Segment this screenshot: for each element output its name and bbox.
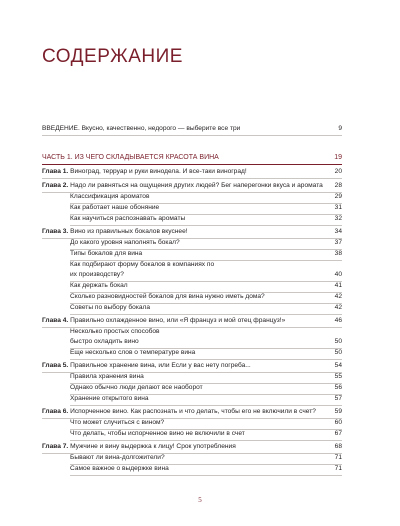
toc-chapter-text: [42, 361, 251, 371]
divider: [70, 383, 342, 384]
toc-sub-entry[interactable]: [42, 464, 342, 474]
toc-entry-page: 42: [334, 293, 342, 300]
toc-chapter-4[interactable]: [42, 316, 342, 326]
toc-chapter-7[interactable]: [42, 442, 342, 452]
toc-chapter-3[interactable]: [42, 227, 342, 237]
toc-chapter-text: [42, 316, 285, 326]
toc-entry-page: 20: [334, 168, 342, 175]
toc-sub-entry[interactable]: [42, 260, 342, 280]
divider: [70, 429, 342, 430]
toc-sub-entry[interactable]: [42, 192, 342, 202]
toc-entry-page: 37: [334, 239, 342, 246]
page-number: 5: [198, 496, 202, 504]
toc-chapter-label: Глава 4.: [42, 317, 69, 324]
divider: [70, 464, 342, 465]
divider: [42, 192, 342, 193]
toc-sub-entry[interactable]: [42, 348, 342, 358]
toc-sub-text: Как работает наше обоняние: [70, 204, 160, 211]
divider: [42, 372, 342, 373]
toc-entry-page: 68: [334, 443, 342, 450]
divider: [42, 238, 342, 239]
divider: [42, 418, 342, 419]
divider: [42, 327, 342, 328]
toc-sub-entry[interactable]: [42, 303, 342, 313]
toc-sub-entry[interactable]: [42, 292, 342, 302]
toc-entry-page: 41: [334, 282, 342, 289]
divider: [70, 260, 342, 261]
toc-sub-entry[interactable]: [42, 203, 342, 213]
toc-entry-page: 71: [334, 465, 342, 472]
divider: [70, 314, 342, 315]
toc-chapter-title: Виноград, терруар и руки винодела. И все-таки виноград!: [70, 168, 247, 175]
toc-sub-text: Несколько простых способов быстро охладить вино: [70, 328, 160, 345]
toc-entry-page: 50: [334, 338, 342, 345]
toc-entry-page: 38: [334, 250, 342, 257]
toc-sub-text: Еще несколько слов о температуре вина: [70, 349, 196, 356]
toc-chapter-label: Глава 6.: [42, 408, 69, 415]
toc-sub-text: Что может случиться с вином?: [70, 419, 165, 426]
divider: [70, 281, 342, 282]
page-title: СОДЕРЖАНИЕ: [42, 46, 183, 67]
divider: [70, 292, 342, 293]
toc-sub-text: Правила хранения вина: [70, 373, 144, 380]
toc-sub-entry[interactable]: [42, 372, 342, 382]
toc-sub-entry[interactable]: [42, 394, 342, 404]
toc-entry-page: 32: [334, 215, 342, 222]
toc-sub-text: Как научиться распознавать ароматы: [70, 215, 186, 222]
toc-chapter-5[interactable]: [42, 361, 342, 371]
toc-entry-text: ВВЕДЕНИЕ. Вкусно, качественно, недорого — выберите все три: [42, 125, 241, 132]
toc-entry-page: 71: [334, 454, 342, 461]
toc-entry-page: 46: [334, 317, 342, 324]
toc-sub-text: Как держать бокал: [70, 282, 128, 289]
toc-sub-entry[interactable]: [42, 249, 342, 259]
toc-sub-text: До какого уровня наполнять бокал?: [70, 239, 180, 246]
toc-chapter-text: [42, 442, 236, 452]
toc-sub-text: Однако обычно люди делают все наоборот: [70, 384, 203, 391]
divider: [42, 135, 342, 136]
toc-chapter-title: Вино из правильных бокалов вкуснее!: [70, 228, 188, 235]
toc-entry-page: 60: [334, 419, 342, 426]
divider: [70, 475, 342, 476]
toc-chapter-text: [42, 167, 247, 177]
toc-sub-entry[interactable]: [42, 429, 342, 439]
toc-chapter-title: Надо ли равняться на ощущения других людей? Бег наперегонки вкуса и аромата: [70, 182, 323, 189]
toc-entry-page: 56: [334, 384, 342, 391]
divider: [70, 394, 342, 395]
toc-entry-page: 34: [334, 228, 342, 235]
toc-part-text: ЧАСТЬ 1. ИЗ ЧЕГО СКЛАДЫВАЕТСЯ КРАСОТА ВИНА: [42, 154, 219, 161]
toc-sub-text: Классификация ароматов: [70, 193, 150, 200]
divider: [70, 440, 342, 441]
toc-chapter-title: Мужчине и вину выдержка к лицу! Срок употребления: [70, 443, 236, 450]
divider: [70, 405, 342, 406]
toc-entry-page: 57: [334, 395, 342, 402]
toc-sub-text: Сколько разновидностей бокалов для вина нужно иметь дома?: [70, 293, 265, 300]
toc-entry-page: 29: [334, 193, 342, 200]
toc-chapter-text: [42, 407, 316, 417]
toc-entry-page: 40: [334, 271, 342, 278]
divider: [42, 178, 342, 179]
toc-chapter-2[interactable]: [42, 181, 342, 191]
toc-chapter-text: [42, 181, 323, 191]
toc-entry-page: 9: [338, 125, 342, 132]
toc-chapter-title: Правильно охлажденное вино, или «Я француз и мой отец француз!»: [70, 317, 286, 324]
toc-chapter-text: [42, 227, 188, 237]
toc-part-page: 19: [334, 154, 342, 161]
part-divider: [42, 164, 342, 165]
toc-sub-text: Типы бокалов для вина: [70, 250, 143, 257]
toc-chapter-title: Правильное хранение вина, или Если у вас нету погреба...: [70, 362, 251, 369]
toc-sub-entry[interactable]: [42, 453, 342, 463]
toc-entry-page: 67: [334, 430, 342, 437]
toc-chapter-title: Испорченное вино. Как распознать и что делать, чтобы его не включили в счет?: [70, 408, 316, 415]
toc-sub-entry[interactable]: [42, 238, 342, 248]
toc-chapter-label: Глава 2.: [42, 182, 69, 189]
toc-entry-page: 28: [334, 182, 342, 189]
toc-sub-entry[interactable]: [42, 214, 342, 224]
toc-entry-page: 50: [334, 349, 342, 356]
divider: [70, 225, 342, 226]
toc-sub-entry[interactable]: [42, 383, 342, 393]
toc-entry-page: 42: [334, 304, 342, 311]
toc-part[interactable]: [42, 153, 342, 163]
toc-entry-page: 54: [334, 362, 342, 369]
toc-entry-page: 31: [334, 204, 342, 211]
divider: [70, 303, 342, 304]
divider: [70, 348, 342, 349]
divider: [70, 249, 342, 250]
toc-chapter-1[interactable]: [42, 167, 342, 177]
toc-chapter-label: Глава 3.: [42, 228, 69, 235]
divider: [70, 359, 342, 360]
toc-sub-entry[interactable]: [42, 281, 342, 291]
divider: [70, 203, 342, 204]
toc-chapter-label: Глава 1.: [42, 168, 69, 175]
toc-sub-text: Советы по выбору бокала: [70, 304, 151, 311]
toc-chapter-label: Глава 7.: [42, 443, 69, 450]
toc-chapter-label: Глава 5.: [42, 362, 69, 369]
toc-sub-text: Как подбирают форму бокалов в компаниях по их производству?: [70, 261, 215, 278]
divider: [70, 214, 342, 215]
toc-chapter-6[interactable]: [42, 407, 342, 417]
toc-entry-page: 55: [334, 373, 342, 380]
divider: [42, 453, 342, 454]
toc-sub-text: Самое важное о выдержке вина: [70, 465, 169, 472]
toc-entry-intro[interactable]: [42, 124, 342, 134]
toc-sub-text: Что делать, чтобы испорченное вино не включили в счет: [70, 430, 245, 437]
toc-sub-text: Хранение открытого вина: [70, 395, 149, 402]
toc-sub-entry[interactable]: [42, 327, 342, 347]
toc-entry-page: 59: [334, 408, 342, 415]
toc-sub-entry[interactable]: [42, 418, 342, 428]
toc-sub-text: Бывают ли вина-долгожители?: [70, 454, 165, 461]
